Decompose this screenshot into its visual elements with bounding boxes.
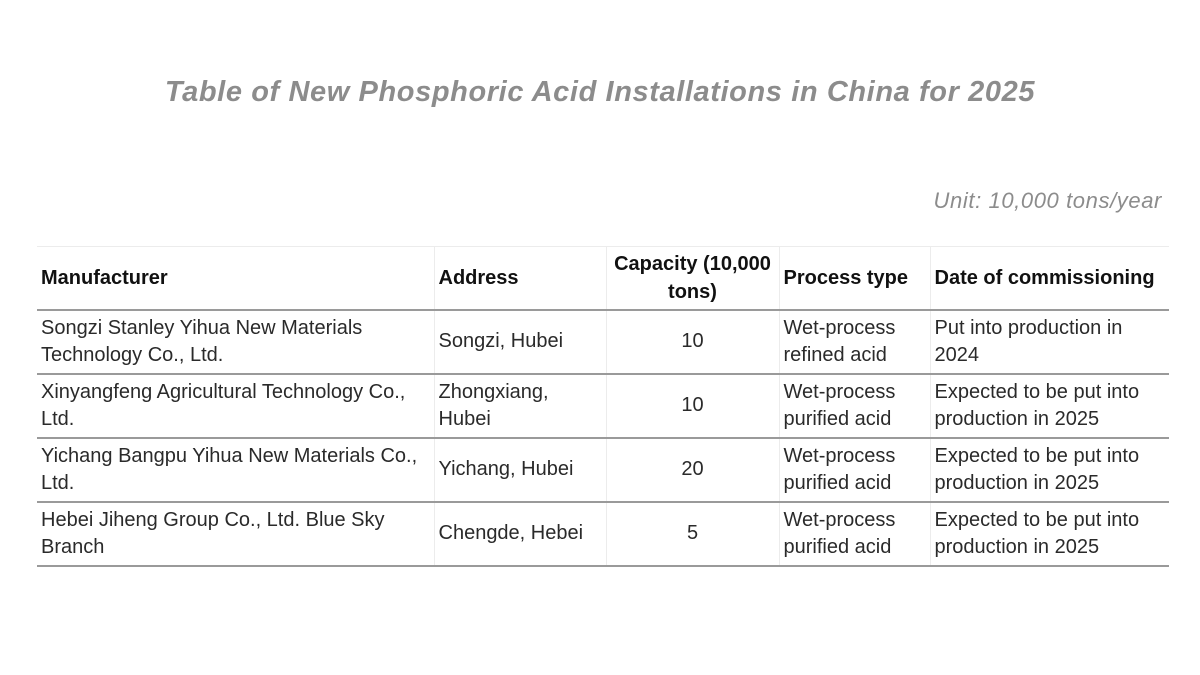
cell-address: Yichang, Hubei — [434, 438, 606, 502]
cell-address: Songzi, Hubei — [434, 310, 606, 374]
table-header-row — [37, 247, 1169, 310]
page-title: Table of New Phosphoric Acid Installations in China for 2025 — [164, 76, 1036, 108]
table-row — [37, 310, 1169, 374]
cell-manufacturer: Songzi Stanley Yihua New Materials Technology Co., Ltd. — [41, 316, 363, 366]
installations-table — [37, 246, 1169, 567]
table-row — [37, 502, 1169, 566]
header-address: Address — [434, 247, 606, 310]
cell-manufacturer: Yichang Bangpu Yihua New Materials Co., Ltd. — [41, 444, 418, 494]
header-process-type: Process type — [779, 247, 930, 310]
cell-capacity: 5 — [606, 502, 779, 566]
cell-capacity: 20 — [606, 438, 779, 502]
cell-process-type: Wet-process purified acid — [779, 374, 930, 438]
cell-capacity: 10 — [606, 310, 779, 374]
header-date: Date of commissioning — [930, 247, 1169, 310]
cell-process-type: Wet-process purified acid — [779, 502, 930, 566]
cell-process-type: Wet-process refined acid — [779, 310, 930, 374]
cell-manufacturer: Hebei Jiheng Group Co., Ltd. Blue Sky Branch — [41, 508, 385, 558]
unit-label: Unit: 10,000 tons/year — [933, 188, 1162, 213]
cell-process-type: Wet-process purified acid — [779, 438, 930, 502]
table-row — [37, 374, 1169, 438]
cell-date: Expected to be put into production in 2025 — [930, 374, 1169, 438]
table-row — [37, 438, 1169, 502]
cell-date: Put into production in 2024 — [930, 310, 1169, 374]
cell-date: Expected to be put into production in 2025 — [930, 502, 1169, 566]
header-manufacturer: Manufacturer — [41, 266, 168, 289]
cell-manufacturer: Xinyangfeng Agricultural Technology Co., Ltd. — [41, 380, 406, 430]
cell-address: Chengde, Hebei — [434, 502, 606, 566]
cell-capacity: 10 — [606, 374, 779, 438]
cell-date: Expected to be put into production in 2025 — [930, 438, 1169, 502]
cell-address: Zhongxiang, Hubei — [434, 374, 606, 438]
header-capacity: Capacity (10,000 tons) — [606, 247, 779, 310]
